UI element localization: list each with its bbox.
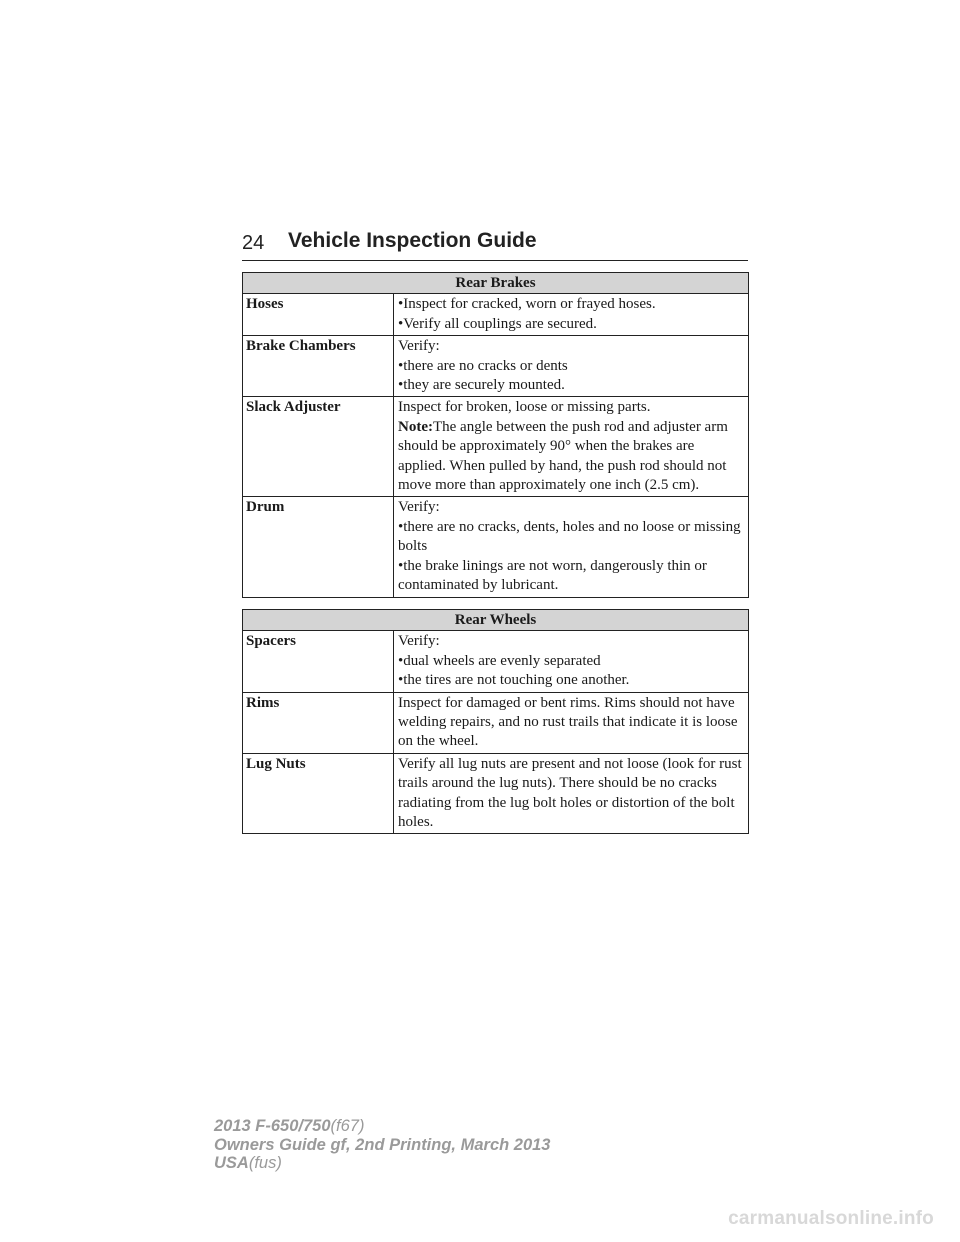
table-row-slack-adjuster xyxy=(243,397,749,497)
footer-line-market xyxy=(214,1154,551,1173)
rear-wheels-heading: Rear Wheels xyxy=(243,610,749,631)
row-description xyxy=(394,397,749,497)
table-header-row xyxy=(243,610,749,631)
bullet-line: •the tires are not touching one another. xyxy=(398,672,630,689)
print-footer xyxy=(214,1117,551,1173)
footer-line-model xyxy=(214,1117,551,1136)
row-description xyxy=(394,294,749,336)
table-row-drum xyxy=(243,497,749,597)
footer-market: USA xyxy=(214,1154,249,1172)
table-row-brake-chambers xyxy=(243,336,749,397)
footer-model: 2013 F-650/750 xyxy=(214,1117,331,1135)
bullet-line: •they are securely mounted. xyxy=(398,377,565,394)
table-row-hoses xyxy=(243,294,749,336)
row-label: Brake Chambers xyxy=(243,336,394,397)
row-label: Hoses xyxy=(243,294,394,336)
text-line: Inspect for broken, loose or missing parts. xyxy=(398,399,651,416)
text-line: Verify: xyxy=(398,499,440,516)
table-header-row xyxy=(243,273,749,294)
note-label: Note: xyxy=(398,418,433,435)
row-label: Slack Adjuster xyxy=(243,397,394,497)
note-text: The angle between the push rod and adjuster arm should be approximately 90° when the brakes are applied. When pulled by hand, the push rod should not move more than approximately one inch (2.5 cm). xyxy=(398,418,728,494)
bullet-line: •Inspect for cracked, worn or frayed hoses. xyxy=(398,296,656,313)
page-title: Vehicle Inspection Guide xyxy=(288,229,537,252)
row-description xyxy=(394,753,749,834)
row-label: Lug Nuts xyxy=(243,753,394,834)
footer-model-code: (f67) xyxy=(330,1117,365,1135)
note-paragraph xyxy=(398,418,744,496)
footer-line-guide xyxy=(214,1136,551,1155)
bullet-line: •there are no cracks, dents, holes and no loose or missing bolts xyxy=(398,518,741,555)
row-description xyxy=(394,336,749,397)
row-label: Spacers xyxy=(243,631,394,692)
rear-wheels-table xyxy=(242,609,749,834)
rear-brakes-table xyxy=(242,272,749,598)
bullet-line: •the brake linings are not worn, dangerously thin or contaminated by lubricant. xyxy=(398,557,707,594)
footer-guide: Owners Guide gf, 2nd Printing, March 2013 xyxy=(214,1135,551,1154)
row-label: Rims xyxy=(243,692,394,753)
row-description xyxy=(394,631,749,692)
footer-market-code: (fus) xyxy=(248,1154,282,1172)
table-row-rims xyxy=(243,692,749,753)
row-description xyxy=(394,497,749,597)
bullet-line: •there are no cracks or dents xyxy=(398,357,568,374)
bullet-line: •Verify all couplings are secured. xyxy=(398,315,597,332)
bullet-line: •dual wheels are evenly separated xyxy=(398,652,601,669)
table-row-lug-nuts xyxy=(243,753,749,834)
page-number: 24 xyxy=(242,232,265,254)
text-line: Inspect for damaged or bent rims. Rims should not have welding repairs, and no rust trails that indicate it is loose on the wheel. xyxy=(398,694,738,750)
page-header xyxy=(242,226,748,261)
watermark: carmanualsonline.info xyxy=(728,1208,934,1229)
text-line: Verify: xyxy=(398,338,440,355)
text-line: Verify: xyxy=(398,633,440,650)
row-description xyxy=(394,692,749,753)
table-row-spacers xyxy=(243,631,749,692)
rear-brakes-heading: Rear Brakes xyxy=(243,273,749,294)
row-label: Drum xyxy=(243,497,394,597)
text-line: Verify all lug nuts are present and not loose (look for rust trails around the lug nuts). There should be no cracks radiating from the lug bolt holes or distortion of the bolt holes. xyxy=(398,755,742,831)
